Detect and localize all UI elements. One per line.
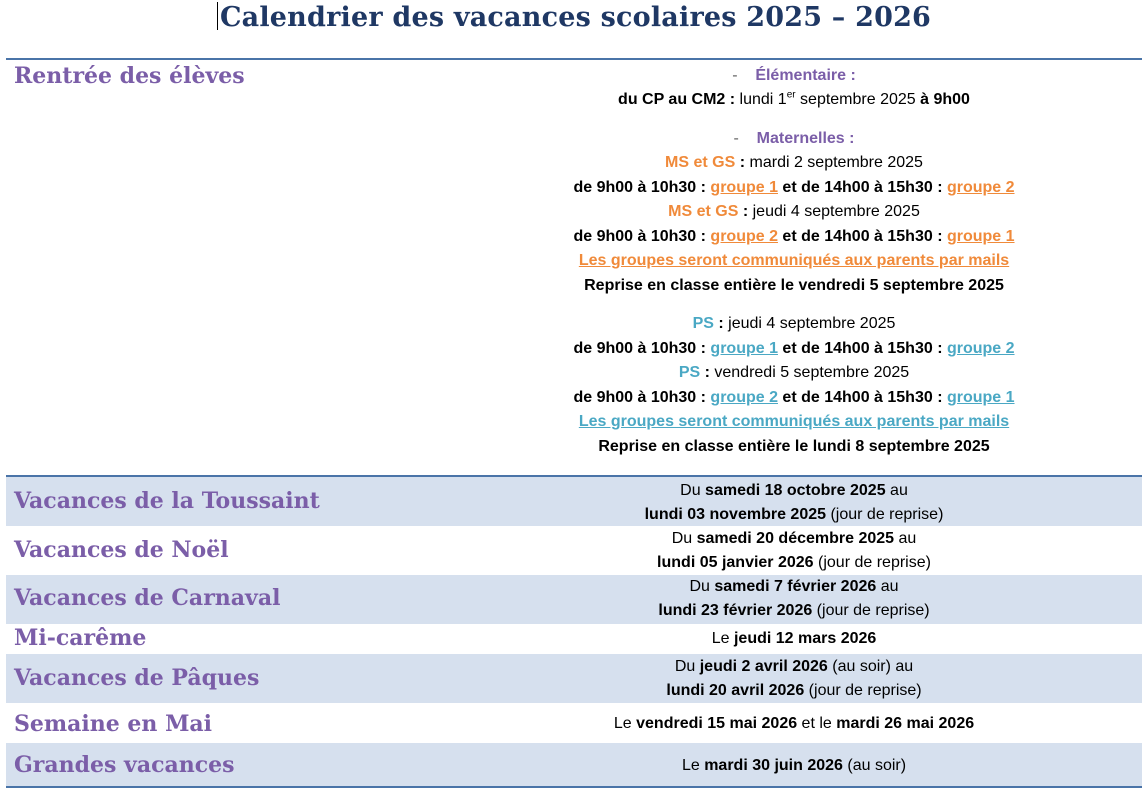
ps-day1-group-a[interactable]: groupe 1 — [710, 340, 778, 357]
ps-day2-group-b[interactable]: groupe 1 — [946, 389, 1015, 406]
label-carnaval: Vacances de Carnaval — [14, 585, 281, 611]
noel-line1: Du samedi 20 décembre 2025 au — [671, 530, 917, 547]
carnaval-line1: Du samedi 7 février 2026 au — [689, 578, 899, 595]
paques-line1: Du jeudi 2 avril 2026 (au soir) au — [674, 658, 914, 675]
elementaire-heading: - Élémentaire : — [732, 67, 856, 84]
grandes-line: Le mardi 30 juin 2026 (au soir) — [681, 757, 907, 774]
ps-reprise: Reprise en classe entière le lundi 8 septembre 2025 — [598, 438, 990, 455]
label-grandes: Grandes vacances — [14, 752, 235, 778]
bottom-rule — [6, 786, 1142, 788]
ps-note: Les groupes seront communiqués aux parents par mails — [578, 413, 1010, 430]
noel-line2: lundi 05 janvier 2026 (jour de reprise) — [657, 554, 931, 571]
msgs-day1-times: de 9h00 à 10h30 : groupe 1 et de 14h00 à 15h30 : groupe 2 — [573, 179, 1015, 196]
text-cursor — [217, 2, 218, 30]
top-rule — [6, 58, 1142, 60]
carnaval-line2: lundi 23 février 2026 (jour de reprise) — [658, 602, 930, 619]
maternelles-heading: - Maternelles : — [733, 130, 855, 147]
page-title: Calendrier des vacances scolaires 2025 – 2026 — [0, 2, 1148, 33]
label-toussaint: Vacances de la Toussaint — [14, 488, 320, 514]
msgs-day2-group-a[interactable]: groupe 2 — [710, 228, 778, 245]
micareme-line: Le jeudi 12 mars 2026 — [711, 630, 877, 647]
label-rentree: Rentrée des élèves — [14, 63, 245, 89]
toussaint-line2: lundi 03 novembre 2025 (jour de reprise) — [644, 506, 944, 523]
paques-line2: lundi 20 avril 2026 (jour de reprise) — [666, 682, 922, 699]
msgs-reprise: Reprise en classe entière le vendredi 5 septembre 2025 — [584, 277, 1004, 294]
msgs-day2-group-b[interactable]: groupe 1 — [946, 228, 1015, 245]
label-noel: Vacances de Noël — [14, 537, 229, 563]
ps-day2-group-a[interactable]: groupe 2 — [710, 389, 778, 406]
ps-day1-group-b[interactable]: groupe 2 — [946, 340, 1015, 357]
elementaire-line: du CP au CM2 : lundi 1er septembre 2025 à 9h00 — [618, 89, 970, 108]
msgs-note: Les groupes seront communiqués aux parents par mails — [578, 252, 1010, 269]
msgs-day1: MS et GS : mardi 2 septembre 2025 — [665, 154, 923, 171]
label-paques: Vacances de Pâques — [14, 665, 260, 691]
msgs-day1-group-a[interactable]: groupe 1 — [710, 179, 778, 196]
msgs-day2-times: de 9h00 à 10h30 : groupe 2 et de 14h00 à 15h30 : groupe 1 — [573, 228, 1015, 245]
mai-line: Le vendredi 15 mai 2026 et le mardi 26 mai 2026 — [613, 715, 975, 732]
label-mai: Semaine en Mai — [14, 711, 213, 737]
ps-day2: PS : vendredi 5 septembre 2025 — [678, 364, 910, 381]
ps-day1-times: de 9h00 à 10h30 : groupe 1 et de 14h00 à 15h30 : groupe 2 — [573, 340, 1015, 357]
ps-day1: PS : jeudi 4 septembre 2025 — [692, 315, 896, 332]
toussaint-line1: Du samedi 18 octobre 2025 au — [680, 482, 908, 499]
label-micareme: Mi-carême — [14, 625, 147, 651]
ps-day2-times: de 9h00 à 10h30 : groupe 2 et de 14h00 à 15h30 : groupe 1 — [573, 389, 1015, 406]
msgs-day1-group-b[interactable]: groupe 2 — [946, 179, 1015, 196]
msgs-day2: MS et GS : jeudi 4 septembre 2025 — [668, 203, 920, 220]
